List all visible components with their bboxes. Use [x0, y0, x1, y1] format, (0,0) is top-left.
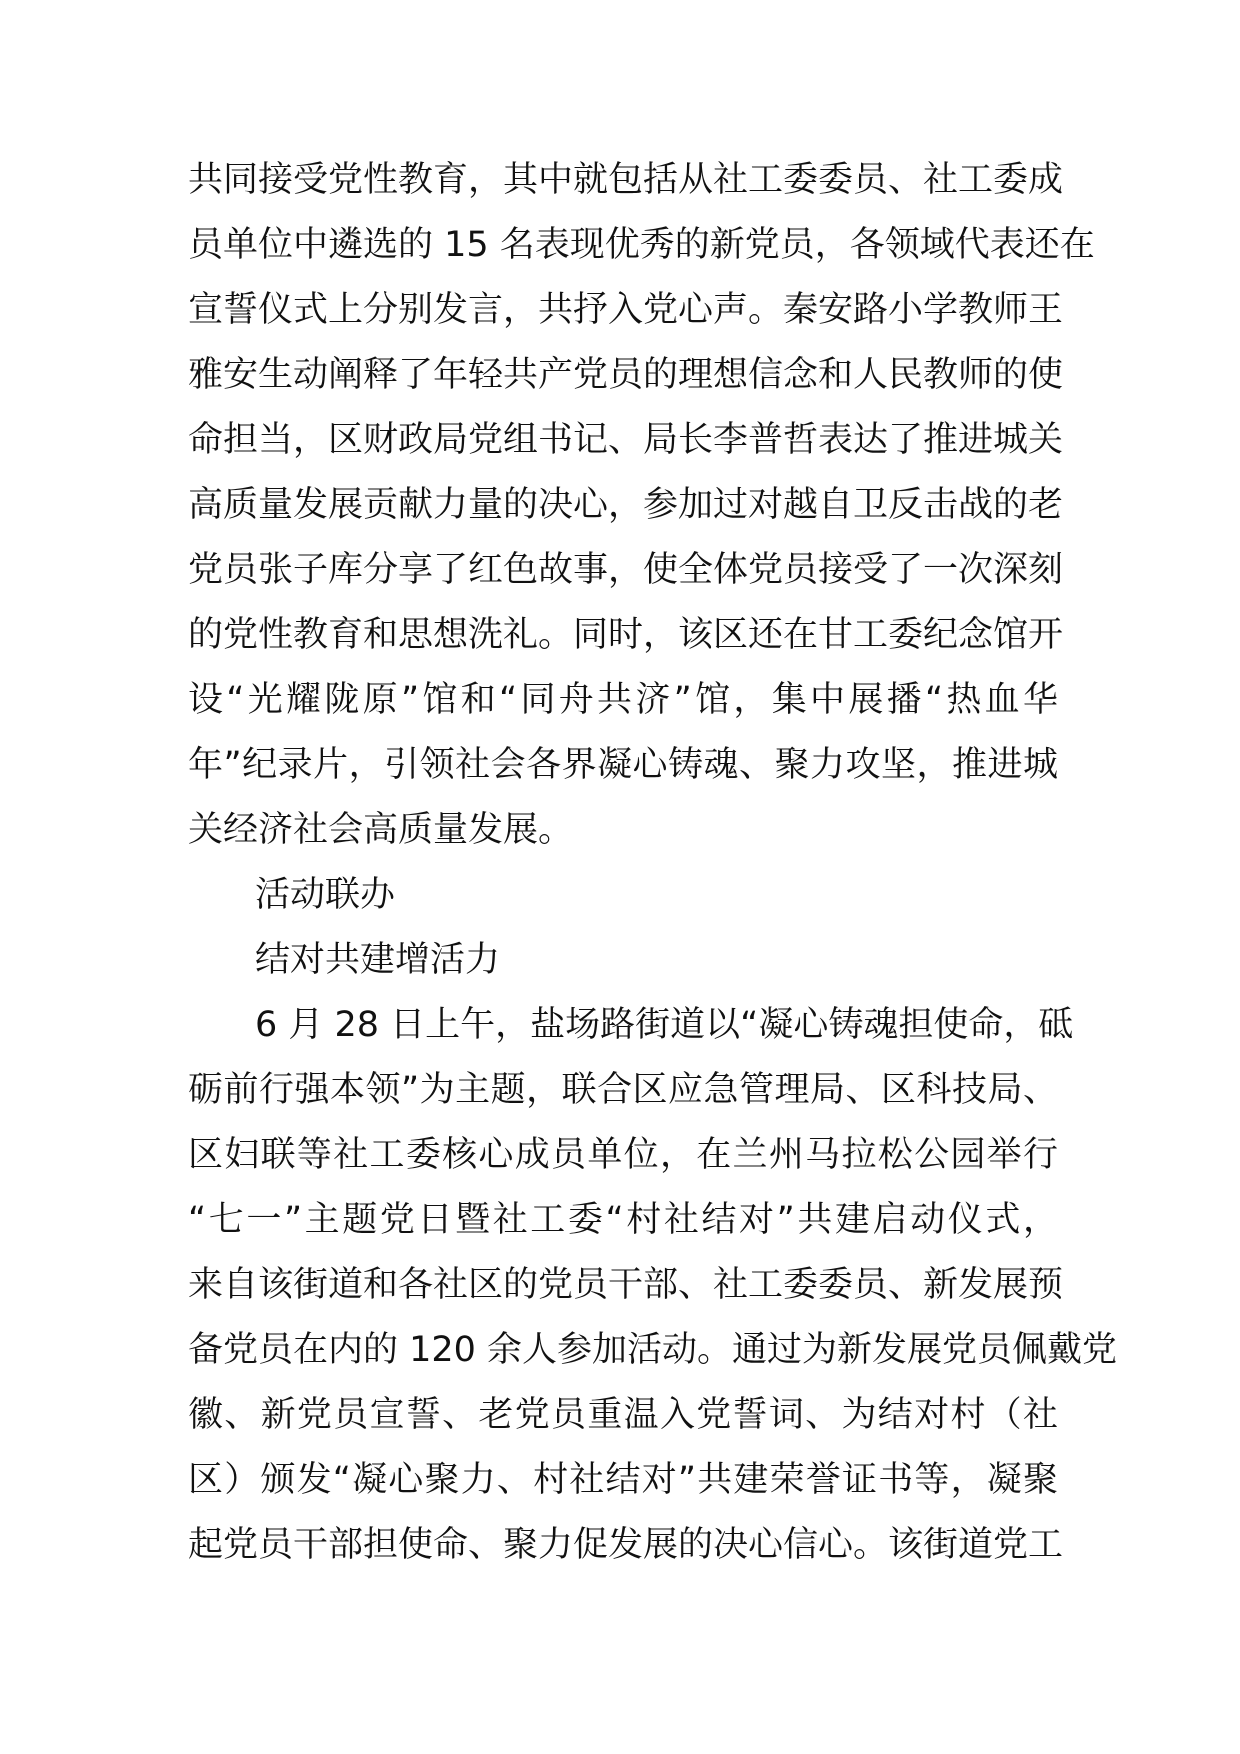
- section-heading: 活动联办: [255, 875, 396, 915]
- paragraph-1: [188, 148, 1095, 863]
- paragraph-line: 区）颁发“凝心聚力、村社结对”共建荣誉证书等，凝聚: [188, 1460, 1058, 1500]
- paragraph-line: 区妇联等社工委核心成员单位，在兰州马拉松公园举行: [188, 1135, 1058, 1175]
- paragraph-line: 来自该街道和各社区的党员干部、社工委委员、新发展预: [188, 1265, 1064, 1305]
- paragraph-line: 关经济社会高质量发展。: [188, 810, 574, 850]
- paragraph-line: 年”纪录片，引领社会各界凝心铸魂、聚力攻坚，推进城: [188, 745, 1058, 785]
- paragraph-line: 的党性教育和思想洗礼。同时，该区还在甘工委纪念馆开: [188, 615, 1064, 655]
- paragraph-line: 共同接受党性教育，其中就包括从社工委委员、社工委成: [188, 160, 1064, 200]
- paragraph-line: 员单位中遴选的 15 名表现优秀的新党员，各领域代表还在: [188, 225, 1095, 265]
- section-subheading: 结对共建增活力: [255, 940, 501, 980]
- paragraph-line: 起党员干部担使命、聚力促发展的决心信心。该街道党工: [188, 1525, 1064, 1565]
- paragraph-line: 6 月 28 日上午，盐场路街道以“凝心铸魂担使命，砥: [255, 1005, 1074, 1045]
- paragraph-line: 命担当，区财政局党组书记、局长李普哲表达了推进城关: [188, 420, 1064, 460]
- paragraph-line: 雅安生动阐释了年轻共产党员的理想信念和人民教师的使: [188, 355, 1064, 395]
- paragraph-line: “七一”主题党日暨社工委“村社结对”共建启动仪式，: [188, 1200, 1058, 1240]
- paragraph-line: 徽、新党员宣誓、老党员重温入党誓词、为结对村（社: [188, 1395, 1058, 1435]
- document-body: [188, 148, 1118, 1578]
- paragraph-line: 备党员在内的 120 余人参加活动。通过为新发展党员佩戴党: [188, 1330, 1118, 1370]
- paragraph-line: 设“光耀陇原”馆和“同舟共济”馆，集中展播“热血华: [188, 680, 1058, 720]
- paragraph-line: 宣誓仪式上分别发言，共抒入党心声。秦安路小学教师王: [188, 290, 1064, 330]
- paragraph-2: [188, 993, 1118, 1578]
- paragraph-line: 砺前行强本领”为主题，联合区应急管理局、区科技局、: [188, 1070, 1058, 1110]
- paragraph-line: 高质量发展贡献力量的决心，参加过对越自卫反击战的老: [188, 485, 1064, 525]
- paragraph-line: 党员张子库分享了红色故事，使全体党员接受了一次深刻: [188, 550, 1064, 590]
